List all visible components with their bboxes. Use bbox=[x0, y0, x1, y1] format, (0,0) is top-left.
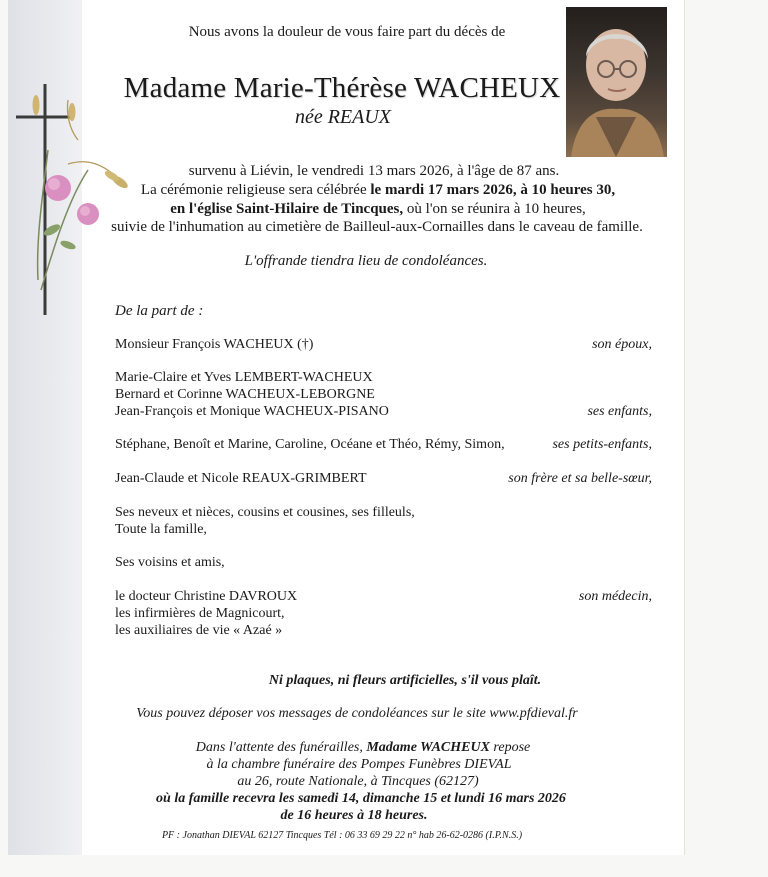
child-3: Jean-François et Monique WACHEUX-PISANO bbox=[115, 404, 389, 419]
spouse-name: Monsieur François WACHEUX (†) bbox=[115, 337, 314, 352]
ceremony-line: La cérémonie religieuse sera célébrée le mardi 17 mars 2026, à 10 heures 30, bbox=[140, 182, 616, 198]
deceased-name: Madame Marie-Thérèse WACHEUX bbox=[123, 72, 561, 104]
spouse-relation: son époux, bbox=[592, 337, 652, 352]
relatives-line: Ses neveux et nièces, cousins et cousines, ses filleuls, bbox=[115, 505, 415, 520]
brother-relation: son frère et sa belle-sœur, bbox=[508, 471, 652, 486]
burial-line: suivie de l'inhumation au cimetière de Bailleul-aux-Cornailles dans le caveau de famille. bbox=[111, 219, 643, 235]
aides-line: les auxiliaires de vie « Azaé » bbox=[115, 623, 283, 638]
death-line: survenu à Liévin, le vendredi 13 mars 2026, à l'âge de 87 ans. bbox=[188, 163, 560, 179]
neighbours-line: Ses voisins et amis, bbox=[115, 555, 225, 570]
brother-name: Jean-Claude et Nicole REAUX-GRIMBERT bbox=[115, 471, 367, 486]
rest-line-3: au 26, route Nationale, à Tincques (62127) bbox=[237, 774, 479, 789]
legal-line: PF : Jonathan DIEVAL 62127 Tincques Tél : 06 33 69 29 22 n° hab 26-62-0286 (I.P.N.S.) bbox=[161, 830, 523, 841]
intro-line: Nous avons la douleur de vous faire part du décès de bbox=[188, 24, 506, 40]
visit-line-2: de 16 heures à 18 heures. bbox=[280, 808, 428, 823]
child-2: Bernard et Corinne WACHEUX-LEBORGNE bbox=[115, 387, 375, 402]
grandchildren-relation: ses petits-enfants, bbox=[552, 437, 652, 452]
doctor-name: le docteur Christine DAVROUX bbox=[115, 589, 298, 604]
offrande-line: L'offrande tiendra lieu de condoléances. bbox=[244, 253, 488, 269]
family-line: Toute la famille, bbox=[115, 522, 207, 537]
website-line: Vous pouvez déposer vos messages de condoléances sur le site www.pfdieval.fr bbox=[136, 706, 578, 721]
children-relation: ses enfants, bbox=[587, 404, 652, 419]
cross-flowers-icon bbox=[8, 80, 138, 320]
nurses-line: les infirmières de Magnicourt, bbox=[115, 606, 285, 621]
church-line: en l'église Saint-Hilaire de Tincques, où l'on se réunira à 10 heures, bbox=[170, 201, 586, 217]
doctor-relation: son médecin, bbox=[578, 589, 652, 604]
grandchildren-names: Stéphane, Benoît et Marine, Caroline, Océane et Théo, Rémy, Simon, bbox=[115, 437, 505, 452]
no-flowers-line: Ni plaques, ni fleurs artificielles, s'il vous plaît. bbox=[268, 673, 542, 688]
rest-line-1: Dans l'attente des funérailles, Madame WACHEUX repose bbox=[195, 740, 531, 755]
rest-line-2: à la chambre funéraire des Pompes Funèbres DIEVAL bbox=[206, 757, 512, 772]
child-1: Marie-Claire et Yves LEMBERT-WACHEUX bbox=[115, 370, 373, 385]
de-la-part-label: De la part de : bbox=[115, 303, 204, 319]
portrait-photo bbox=[566, 7, 667, 157]
visit-line-1: où la famille recevra les samedi 14, dimanche 15 et lundi 16 mars 2026 bbox=[156, 791, 566, 806]
maiden-name: née REAUX bbox=[294, 106, 392, 128]
